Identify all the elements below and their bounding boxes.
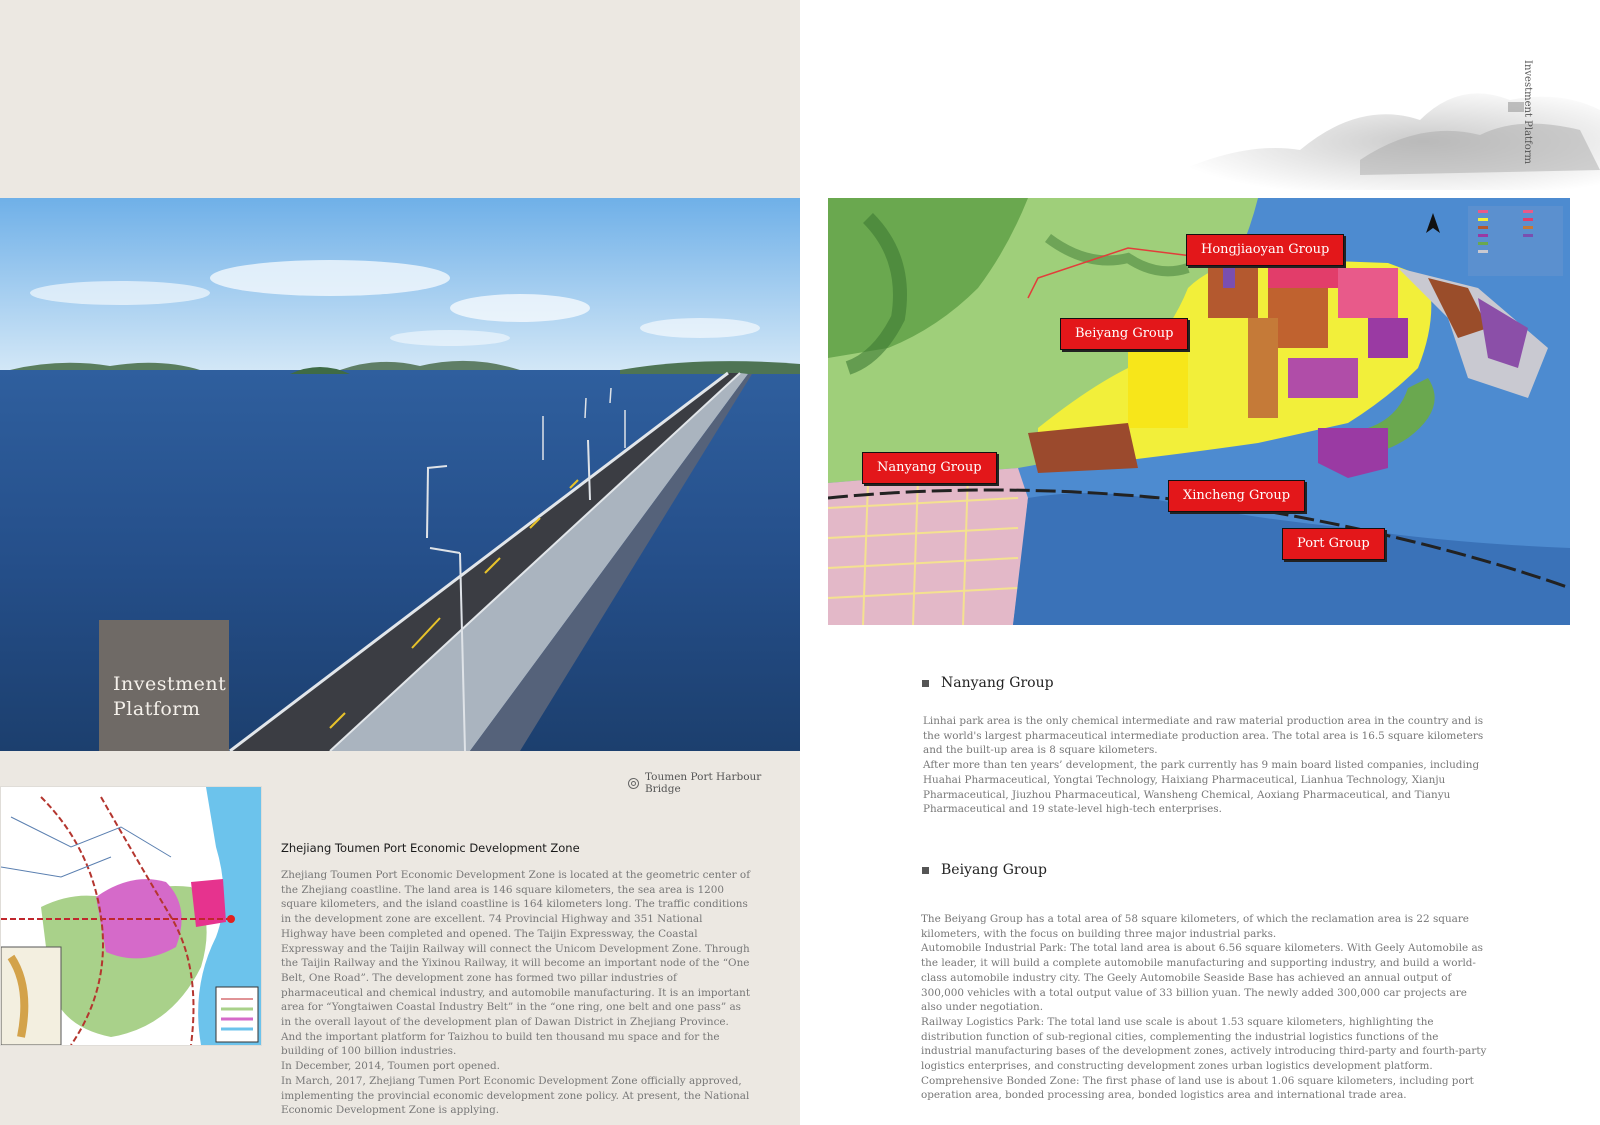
beiyang-paragraph: Comprehensive Bonded Zone: The first phase of land use is about 1.06 square kilometers, including port operation area, bonded processing area, bonded logistics area and international trade area.: [921, 1074, 1474, 1102]
nanyang-heading: [922, 675, 1054, 691]
ink-mountain-decoration: [1160, 60, 1600, 190]
nanyang-description: [923, 714, 1493, 817]
vertical-section-label: Investment Platform: [1522, 60, 1533, 165]
investment-platform-title-box: [99, 620, 229, 751]
map-label-beiyang: Beiyang Group: [1060, 318, 1188, 350]
zone-description: [281, 868, 751, 1118]
photo-caption: [628, 771, 800, 795]
zone-paragraph: In December, 2014, Toumen port opened.: [281, 1060, 500, 1073]
planning-map: [828, 198, 1570, 625]
photo-caption-text: Toumen Port Harbour Bridge: [644, 771, 762, 795]
right-page: [800, 0, 1600, 1125]
bullet-square-icon: [922, 680, 929, 687]
beiyang-heading-text: Beiyang Group: [941, 862, 1048, 878]
nanyang-heading-text: Nanyang Group: [941, 675, 1054, 691]
bullet-square-icon: [922, 867, 929, 874]
nanyang-paragraph: After more than ten years’ development, the park currently has 9 main board listed companies, including Huahai Pharmaceutical, Yongtai Technology, Haixiang Pharmaceutical, Lianhua Technology, Xianju Pharmaceutical, Jiuzhou Pharmaceutical, Wansheng Chemical, Aoxiang Pharmaceutical, and Tianyu Pharmaceutical and 19 state-level high-tech enterprises.: [923, 759, 1480, 816]
map-label-port: Port Group: [1282, 528, 1385, 560]
beiyang-paragraph: Railway Logistics Park: The total land use scale is about 1.53 square kilometers, highlighting the distribution function of sub-regional cities, complementing the industrial logistics functions of the industrial manufacturing bases of the development zones, actively introducing third-party and fourth-party logistics enterprises, and constructing development zones urban logistics development platform.: [921, 1015, 1487, 1073]
caption-marker-icon: [628, 778, 639, 789]
zone-title: Zhejiang Toumen Port Economic Development Zone: [281, 841, 580, 855]
map-label-hongjiaoyan: Hongjiaoyan Group: [1186, 234, 1344, 266]
zone-paragraph: Zhejiang Toumen Port Economic Development Zone is located at the geometric center of the Zhejiang coastline. The land area is 146 square kilometers, the sea area is 1200 square kilometers, and the island coastline is 164 kilometers long. The traffic conditions in the development zone are excellent. 74 Provincial Highway and 351 National Highway have been completed and opened. The Taijin Expressway, the Coastal Expressway and the Taijin Railway will connect the Unicom Development Zone. Through the Taijin Railway and the Yixinou Railway, it will become an important node of the “One Belt, One Road”. The development zone has formed two pillar industries of pharmaceutical and chemical industry, and automobile manufacturing. It is an important area for “Yongtaiwen Coastal Industry Belt” in the “one ring, one belt and one pass” as in the overall layout of the development plan of Dawan District in Zhejiang Province. And the important platform for Taizhou to build ten thousand mu space and for the building of 100 billion industries.: [281, 869, 751, 1058]
beiyang-paragraph: The Beiyang Group has a total area of 58 square kilometers, of which the reclamation area is 22 square kilometers, with the focus on building three major industrial parks.: [921, 913, 1469, 940]
nanyang-paragraph: Linhai park area is the only chemical intermediate and raw material production area in the country and is the world's largest pharmaceutical intermediate production area. The total area is 16.5 square kilometers and the built-up area is 8 square kilometers.: [923, 715, 1484, 757]
zone-paragraph: In March, 2017, Zhejiang Tumen Port Economic Development Zone officially approved, implementing the provincial economic development zone policy. At present, the National Economic Development Zone is applying.: [281, 1074, 750, 1117]
map-label-xincheng: Xincheng Group: [1168, 480, 1305, 512]
beiyang-heading: [922, 862, 1047, 878]
beiyang-description: [921, 912, 1491, 1103]
map-label-nanyang: Nanyang Group: [862, 452, 997, 484]
title-box-text: Investment Platform: [113, 673, 227, 720]
zhejiang-region-map: [0, 786, 262, 1046]
beiyang-paragraph: Automobile Industrial Park: The total land area is about 6.56 square kilometers. With Geely Automobile as the leader, it will build a complete automobile manufacturing and supporting industry, and build a world-class automobile industry city. The Geely Automobile Seaside Base has achieved an annual output of 300,000 vehicles with a total output value of 33 billion yuan. The newly added 300,000 car projects are also under negotiation.: [921, 942, 1483, 1014]
